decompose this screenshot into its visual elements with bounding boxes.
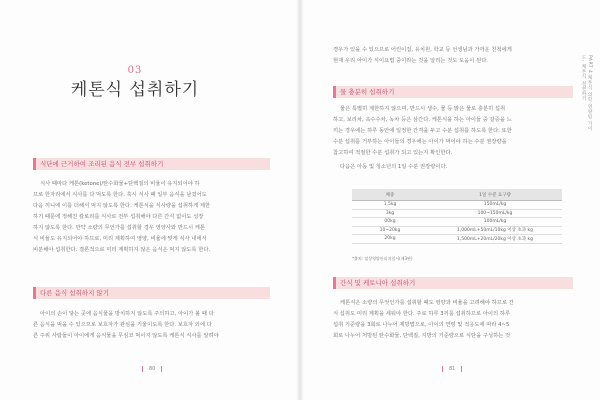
section-heading-no-other-food: 다른 음식 섭취하지 않기 <box>33 287 270 299</box>
table-cell: 1.5kg <box>352 201 428 210</box>
table-row <box>352 209 562 218</box>
section-heading-diet: 식단에 근거하여 조리된 음식 전부 섭취하기 <box>33 158 270 170</box>
section-heading-water: 물 충분히 섭취하기 <box>333 86 573 98</box>
section-heading-snack: 간식 및 케토니아 섭취하기 <box>333 277 573 289</box>
body-line: 다음은 아동 및 청소년의 1일 수분 권장량이다. <box>340 164 448 170</box>
table-row <box>352 235 562 244</box>
page-number-left: 80 <box>142 366 162 372</box>
table-cell: 10~20kg <box>352 226 428 235</box>
body-line: 경우가 있을 수 있으므로 어린이집, 유치원, 학교 등 선생님과 가까운 친척에게 <box>333 47 512 53</box>
body-line: 른 주위 사람들이 아이에게 음식물을 무심코 먹이지 않도록 케톤식 식사를 알려야 <box>33 333 219 339</box>
table-source-note: *출처: 임상영양관리지침서(제3판) <box>352 256 413 261</box>
table-row <box>352 226 562 235</box>
body-line: 끼는 경우에는 하루 동안에 일정한 간격을 두고 수분 섭취를 하도록 한다. 또한 <box>333 128 512 134</box>
body-line: 식사 때마다 케톤(ketone)/탄수화물+단백질의 비율이 유지되어야 하 <box>40 181 200 187</box>
table-row <box>352 218 562 227</box>
chapter-title: 케톤식 섭취하기 <box>70 80 200 100</box>
body-line: 물은 특별히 제한하지 않으며, 반드시 생수, 물 등 맑은 물로 충분히 섭취 <box>340 106 506 112</box>
table-cell: 100mL/kg <box>428 218 562 227</box>
body-line: 므로 한자리에서 식사를 다 먹도록 한다. 혹시 식사 때 일부 음식을 남겼어도 <box>33 192 207 198</box>
body-line: 참고하여 적절한 수분 섭취가 되고 있는지 확인한다. <box>333 150 453 156</box>
table-cell: 1,500mL+20mL/20kg 이상 초과 kg <box>428 235 562 244</box>
table-header-row <box>352 189 562 201</box>
water-intake-table <box>352 189 562 244</box>
table-cell: 00kg <box>352 218 428 227</box>
body-line: 식 섭취도 미리 계획을 세워야 한다. 주로 하루 3끼를 섭취하므로 아이의 하루 <box>333 311 511 317</box>
body-line: 식 비율도 유지되어야 하므로, 미리 계획하여 영양, 비율에 맞게 식사 내에서 <box>33 236 207 242</box>
right-page <box>300 0 600 400</box>
body-line: 회로 나누어 처방된 탄수화물, 단백질, 지방의 기준량으로 식단을 구성하는 것 <box>333 333 511 339</box>
body-line: 현재 우리 아이가 식이요법 중이라는 것을 알리는 것도 도움이 된다. <box>333 58 488 64</box>
body-line: 수분 섭취를 거부하는 아이들의 경우에는 아이가 먹어야 하는 수분 권장량을 <box>333 139 507 145</box>
chapter-number: 03 <box>127 65 143 76</box>
table-cell: 1,000mL+50mL/10kg 이상 초과 kg <box>428 226 562 235</box>
table-row <box>352 201 562 210</box>
body-line: 하지 않도록 한다. 만약 소량의 무언가를 섭취할 경우 영양사와 반드시 케톤 <box>33 225 206 231</box>
part-side-tab: PART 4 케톤식 의학·영양팀 가이드, 케톤식 실천하기 <box>581 55 592 132</box>
table-header: 체중 <box>352 189 428 201</box>
body-line: 케톤식은 소량의 무엇인가를 섭취할 때도 영양과 비율을 고려해야 하므로 간 <box>340 300 514 306</box>
table-cell: 20kg <box>352 235 428 244</box>
body-line: 아이의 손이 닿는 곳에 음식물을 방치하지 않도록 주의하고, 아이가 볼 때 다 <box>40 311 214 317</box>
body-line: 른 음식을 먹을 수 있으므로 보호자가 관심을 기울이도록 한다. 보호자 외에 다 <box>33 322 212 328</box>
body-line: 다음 끼니에 이를 더해서 먹지 않도록 한다. 케톤식을 식사량을 섭취하게 제한 <box>33 203 211 209</box>
table-cell: 150mL/kg <box>428 201 562 210</box>
table-cell: 100~150mL/kg <box>428 209 562 218</box>
body-line: 하고, 보리차, 옥수수차, 녹차 등은 삼간다. 케톤식을 하는 아이들 중 갈증을 느 <box>333 117 512 123</box>
page-number-right: 81 <box>442 366 462 372</box>
table-header: 1일 수분 요구량 <box>428 189 562 201</box>
table-cell: 3kg <box>352 209 428 218</box>
body-line: 섭취 기준량을 3회로 나누어 제방법으로, 아이의 연령 및 적응도에 따라 4~5 <box>333 322 510 328</box>
body-line: 비분해야 섭취한다. 결론적으로 미리 계획하지 않은 음식은 먹지 않도록 한다. <box>33 247 211 253</box>
body-line: 하기 때문에 정해진 칼로리를 식사로 전부 섭취해야 다른 간식 없이도 성장 <box>33 214 204 220</box>
